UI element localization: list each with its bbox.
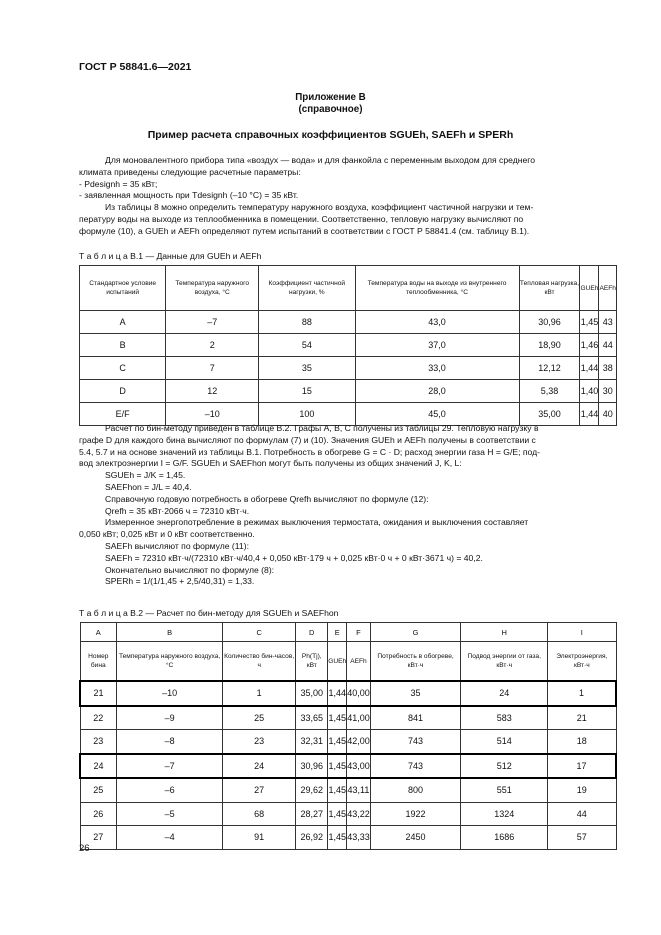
table1-header-cell: GUEh	[580, 266, 599, 311]
table1-cell: E/F	[80, 403, 166, 426]
table2-header-cell: AEFh	[347, 642, 371, 682]
table2-cell: 514	[461, 730, 548, 754]
calc-line: Справочную годовую потребность в обогреве Qrefh вычисляют по формуле (12):	[105, 493, 429, 504]
table2-cell: 40,00	[347, 681, 371, 706]
table1-cell: 1,46	[580, 334, 599, 357]
table1-cell: 44	[599, 334, 617, 357]
table2-cell: 43,22	[347, 802, 371, 826]
table1-cell: 43	[599, 311, 617, 334]
table2-header-cell: Количество бин-часов, ч	[223, 642, 296, 682]
table1-cell: 30,96	[519, 311, 580, 334]
table2-header-cell: Температура наружного воздуха, °С	[117, 642, 223, 682]
intro-text	[79, 155, 619, 238]
table2-column-letter: I	[548, 623, 616, 642]
table2-column-letter: H	[461, 623, 548, 642]
table2-cell: 1	[223, 681, 296, 706]
table1-cell: 43,0	[355, 311, 519, 334]
table1-cell: 1,40	[580, 380, 599, 403]
table1-cell: 54	[259, 334, 355, 357]
table2-cell: 26	[80, 802, 117, 826]
table2-row	[80, 730, 616, 754]
calc-line: графе D для каждого бина вычисляют по формулам (7) и (10). Значения GUEh и AEFh получены в соответствии с	[79, 434, 536, 445]
calc-line: Измеренное энергопотребление в режимах выключения термостата, ожидания и выключения составляет	[105, 517, 529, 528]
table2-cell: 1,45	[328, 706, 347, 730]
calc-line: SPERh = 1/(1/1,45 + 2,5/40,31) = 1,33.	[105, 576, 255, 587]
appendix-subtitle: (справочное)	[298, 104, 363, 115]
table2-cell: 26,92	[296, 826, 328, 850]
table2-header-cell: Номер бина	[80, 642, 117, 682]
table2-cell: 24	[80, 754, 117, 779]
table2-cell: 800	[370, 778, 461, 802]
table2-cell: 1686	[461, 826, 548, 850]
table1-cell: 35,00	[519, 403, 580, 426]
table2-cell: 19	[548, 778, 616, 802]
table2-cell: 42,00	[347, 730, 371, 754]
table1-caption: Т а б л и ц а В.1 — Данные для GUEh и AEFh	[79, 251, 262, 261]
table2-column-letter: C	[223, 623, 296, 642]
table2-cell: 22	[80, 706, 117, 730]
table1-cell: 33,0	[355, 357, 519, 380]
table1-cell: B	[80, 334, 166, 357]
table2-cell: 43,33	[347, 826, 371, 850]
table2-cell: 1,45	[328, 826, 347, 850]
table1-cell: 1,45	[580, 311, 599, 334]
table1-cell: 37,0	[355, 334, 519, 357]
table2-cell: –8	[117, 730, 223, 754]
table2-cell: –4	[117, 826, 223, 850]
table2-column-letter: A	[80, 623, 117, 642]
table1-cell: 28,0	[355, 380, 519, 403]
table2-cell: 512	[461, 754, 548, 779]
section-heading: Пример расчета справочных коэффициентов SGUEh, SAEFh и SPERh	[147, 129, 514, 141]
table1-header-cell: Коэффициент частичной нагрузки, %	[259, 266, 355, 311]
table2-cell: 35	[370, 681, 461, 706]
table2-row	[80, 778, 616, 802]
table1-cell: 35	[259, 357, 355, 380]
table1-cell: A	[80, 311, 166, 334]
table1-cell: –7	[166, 311, 259, 334]
table2-cell: 23	[80, 730, 117, 754]
table2-column-letter: F	[347, 623, 371, 642]
table2-cell: 1,45	[328, 802, 347, 826]
table1-cell: 18,90	[519, 334, 580, 357]
table1-cell: 30	[599, 380, 617, 403]
table2-cell: –6	[117, 778, 223, 802]
table1-cell: C	[80, 357, 166, 380]
table2-cell: 32,31	[296, 730, 328, 754]
table1-cell: 100	[259, 403, 355, 426]
table2-cell: 57	[548, 826, 616, 850]
calc-line: 0,050 кВт; 0,025 кВт и 0 кВт соответственно.	[79, 529, 255, 540]
table2-cell: 43,11	[347, 778, 371, 802]
intro-line: пературу воды на выходе из теплообменника в помещении. Соответственно, тепловую нагрузку вычисляют по	[79, 213, 524, 224]
table2-cell: 27	[223, 778, 296, 802]
table2-cell: 17	[548, 754, 616, 779]
table2-cell: 29,62	[296, 778, 328, 802]
table2-cell: –9	[117, 706, 223, 730]
table2-row	[80, 681, 616, 706]
table1-header-cell: Температура наружного воздуха, °С	[166, 266, 259, 311]
calc-line: SGUEh = J/K = 1,45.	[105, 470, 186, 481]
appendix-title: Приложение В	[295, 92, 366, 103]
table2-cell: 91	[223, 826, 296, 850]
table2-cell: 35,00	[296, 681, 328, 706]
table2-cell: 25	[223, 706, 296, 730]
table2-cell: 33,65	[296, 706, 328, 730]
table1-cell: 88	[259, 311, 355, 334]
intro-line: Из таблицы 8 можно определить температуру наружного воздуха, коэффициент частичной нагрузки и тем-	[105, 202, 534, 213]
table1-cell: D	[80, 380, 166, 403]
table2-column-letter: G	[370, 623, 461, 642]
table2-cell: 1922	[370, 802, 461, 826]
table2-cell: 1,45	[328, 778, 347, 802]
table2-row	[80, 826, 616, 850]
table2-cell: 583	[461, 706, 548, 730]
intro-line: - Pdesignh = 35 кВт;	[79, 178, 158, 189]
calc-line: вод электроэнергии I = G/F. SGUEh и SAEFhon могут быть получены из общих значений J, K, L:	[79, 458, 462, 469]
table2-cell: 23	[223, 730, 296, 754]
table1-header-cell: Температура воды на выходе из внутреннего теплообменника, °С	[355, 266, 519, 311]
calc-line: SAEFh = 72310 кВт·ч/(72310 кВт·ч/40,4 + 0,050 кВт·179 ч + 0,025 кВт·0 ч + 0 кВт·3671 ч) = 40,2.	[105, 552, 483, 563]
table1-cell: 45,0	[355, 403, 519, 426]
table1-cell: 12	[166, 380, 259, 403]
table1-cell: 38	[599, 357, 617, 380]
table1-cell: –10	[166, 403, 259, 426]
table2-cell: 841	[370, 706, 461, 730]
table1-header-cell: Стандартное условие испытаний	[80, 266, 166, 311]
intro-line: формуле (10), а GUEh и AEFh определяют путем испытаний в соответствии с ГОСТ Р 58841.4 (см. таблицу В.1).	[79, 225, 530, 236]
table2-cell: –7	[117, 754, 223, 779]
intro-line: - заявленная мощность при Tdesignh (–10 °С) = 35 кВт.	[79, 190, 299, 201]
table2-cell: 1,45	[328, 754, 347, 779]
table2-column-letter: D	[296, 623, 328, 642]
table2-cell: 30,96	[296, 754, 328, 779]
table2-cell: 44	[548, 802, 616, 826]
table2-cell: 1	[548, 681, 616, 706]
calc-line: SAEFhon = J/L = 40,4.	[105, 481, 192, 492]
table2-cell: 21	[548, 706, 616, 730]
table1-row	[80, 357, 617, 380]
table1-cell: 40	[599, 403, 617, 426]
table2-cell: 25	[80, 778, 117, 802]
calc-line: SAEFh вычисляют по формуле (11):	[105, 540, 249, 551]
table1-cell: 12,12	[519, 357, 580, 380]
table1-header-cell: Тепловая нагрузка, кВт	[519, 266, 580, 311]
table2-header-cell: GUEh	[328, 642, 347, 682]
table2-cell: 24	[461, 681, 548, 706]
table2-cell: 1,45	[328, 730, 347, 754]
table2-header-cell: Потребность в обогреве, кВт·ч	[370, 642, 461, 682]
calc-line: 5.4, 5.7 и на основе значений из таблицы В.1. Потребность в обогреве G = C · D; расход энергии газа H = G/E; под-	[79, 446, 540, 457]
table1-cell: 15	[259, 380, 355, 403]
table2	[79, 622, 617, 850]
table2-cell: 18	[548, 730, 616, 754]
table1-row	[80, 311, 617, 334]
table2-cell: 43,00	[347, 754, 371, 779]
table2-cell: –10	[117, 681, 223, 706]
table1-cell: 1,44	[580, 357, 599, 380]
table2-cell: 24	[223, 754, 296, 779]
intro-line: климата приведены следующие расчетные параметры:	[79, 166, 301, 177]
page-number: 26	[79, 843, 90, 854]
table1-cell: 2	[166, 334, 259, 357]
table2-column-letter: B	[117, 623, 223, 642]
table2-cell: 28,27	[296, 802, 328, 826]
table2-cell: 1,44	[328, 681, 347, 706]
table1-cell: 1,44	[580, 403, 599, 426]
table2-cell: –5	[117, 802, 223, 826]
table2-header-cell: Ph(Tj), кВт	[296, 642, 328, 682]
table2-header-cell: Подвод энергии от газа, кВт·ч	[461, 642, 548, 682]
table2-column-letter: E	[328, 623, 347, 642]
table2-cell: 21	[80, 681, 117, 706]
calc-line: Расчет по бин-методу приведен в таблице В.2. Графы А, В, С получены из таблицы 29. Тепловую нагрузку в	[105, 423, 539, 433]
document-header: ГОСТ Р 58841.6—2021	[79, 61, 192, 73]
table1-cell: 5,38	[519, 380, 580, 403]
calc-text	[79, 423, 619, 588]
table2-row	[80, 754, 616, 779]
table1-header-cell: AEFh	[599, 266, 617, 311]
table2-cell: 551	[461, 778, 548, 802]
table2-cell: 2450	[370, 826, 461, 850]
table2-row	[80, 802, 616, 826]
table2-cell: 41,00	[347, 706, 371, 730]
table2-cell: 27	[80, 826, 117, 850]
calc-line: Qrefh = 35 кВт·2066 ч = 72310 кВт·ч.	[105, 505, 250, 516]
table2-cell: 743	[370, 754, 461, 779]
table2-cell: 1324	[461, 802, 548, 826]
table2-caption: Т а б л и ц а В.2 — Расчет по бин-методу для SGUEh и SAEFhon	[79, 608, 339, 618]
table2-row	[80, 706, 616, 730]
table2-header-cell: Электроэнергия, кВт·ч	[548, 642, 616, 682]
table1	[79, 265, 617, 426]
table1-row	[80, 334, 617, 357]
table2-cell: 68	[223, 802, 296, 826]
intro-line: Для моновалентного прибора типа «воздух — вода» и для фанкойла с переменным выходом для среднего	[105, 155, 535, 165]
table1-row	[80, 380, 617, 403]
table2-cell: 743	[370, 730, 461, 754]
calc-line: Окончательно вычисляют по формуле (8):	[105, 564, 275, 575]
table1-cell: 7	[166, 357, 259, 380]
